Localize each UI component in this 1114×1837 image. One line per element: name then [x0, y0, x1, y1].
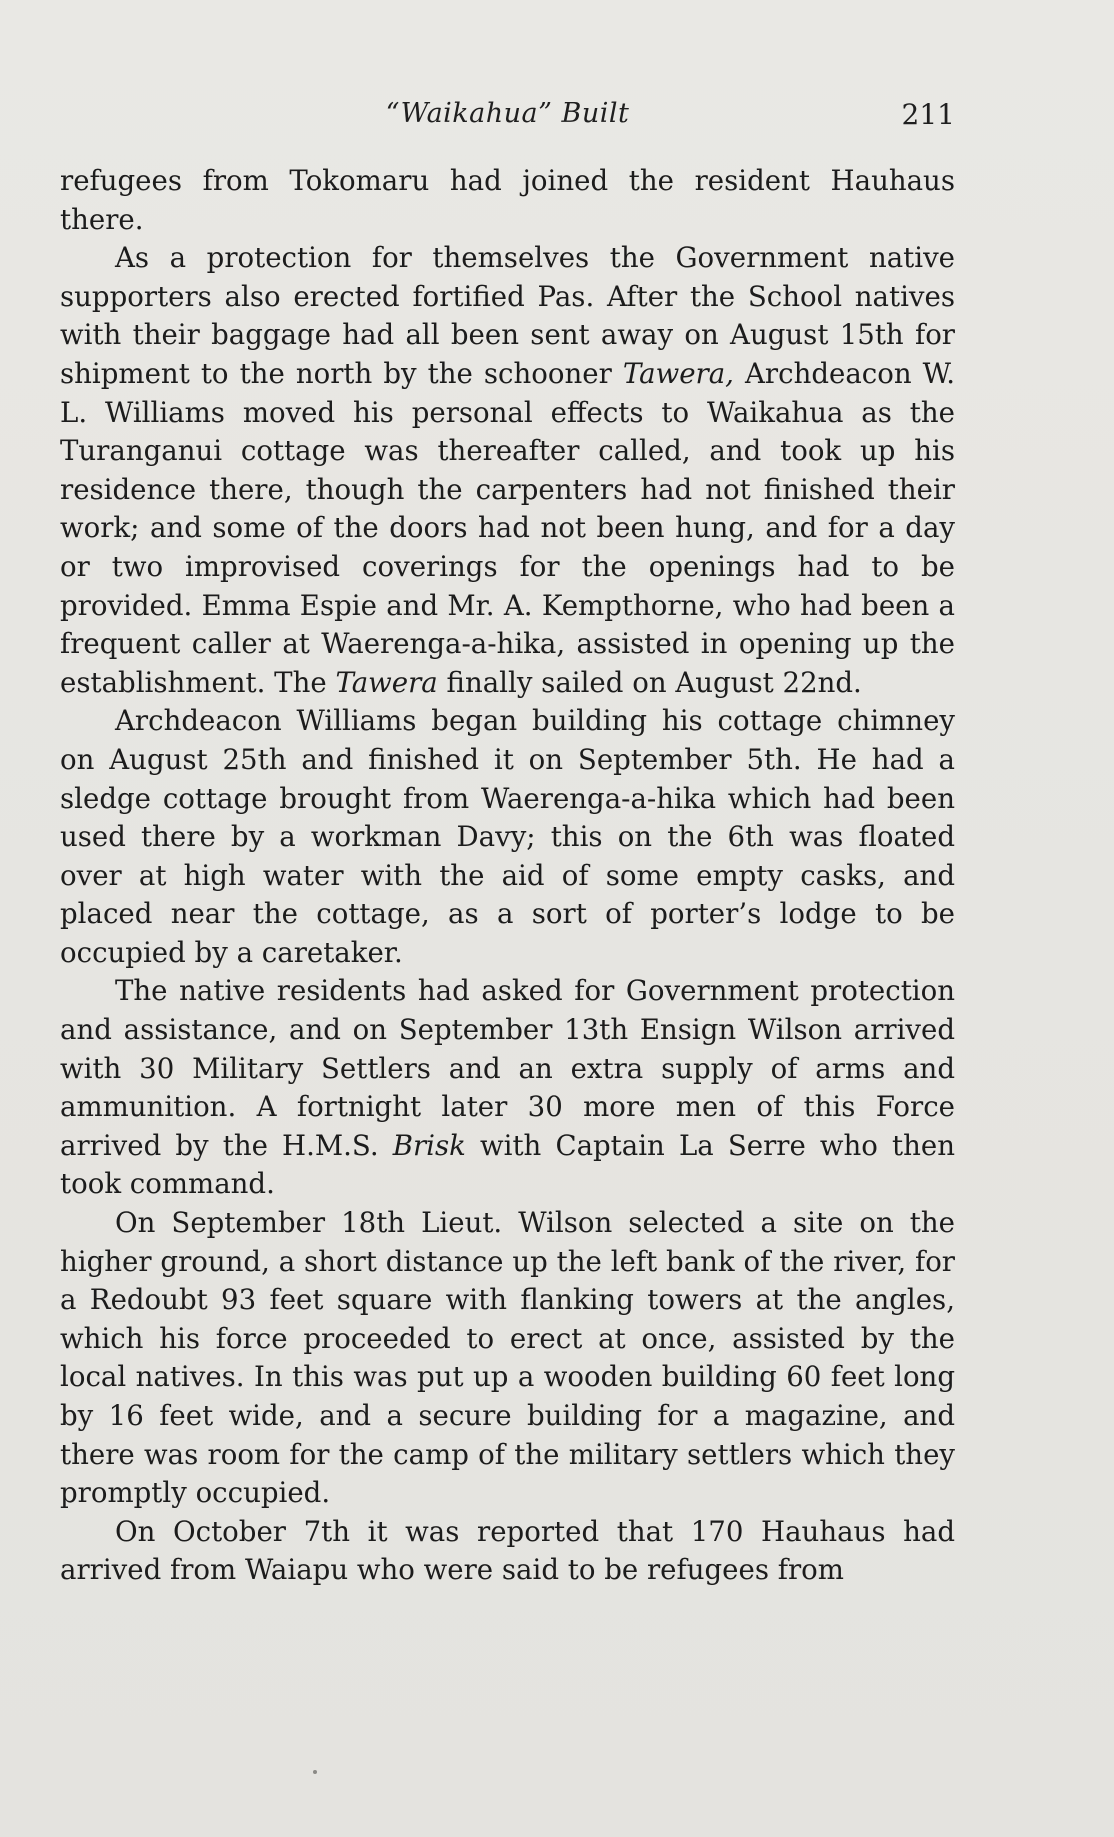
ship-name-italic: Brisk: [392, 1128, 466, 1162]
paragraph: [60, 239, 955, 702]
text-segment: refugees from Tokomaru had joined the resident Hauhaus there.: [60, 164, 955, 236]
paragraph: [60, 702, 955, 972]
ship-name-italic: Tawera,: [622, 356, 734, 390]
paragraph: [60, 1513, 955, 1590]
text-segment: with Captain La Serre who then took command.: [60, 1128, 955, 1201]
text-segment: On September 18th Lieut. Wilson selected a site on the higher ground, a short distance up the left bank of the river, for a Redoubt 93 feet square with flanking towers at the angles, which his force proceeded to erect at once, assisted by the local natives. In this was put up a wooden building 60 feet long by 16 feet wide, and a secure building for a magazine, and there was room for the camp of the military settlers which they promptly occupied.: [60, 1206, 955, 1510]
text-segment: Archdeacon Williams began building his cottage chimney on August 25th and finished it on September 5th. He had a sledge cottage brought from Waerenga-a-hika which had been used there by a workman Davy; this on the 6th was floated over at high water with the aid of some empty casks, and placed near the cottage, as a sort of porter’s lodge to be occupied by a caretaker.: [60, 704, 955, 969]
paragraph: [60, 162, 955, 239]
running-title: “Waikahua” Built: [385, 98, 630, 129]
paper-speck: [313, 1770, 317, 1774]
text-segment: As a protection for themselves the Government native supporters also erected fortified Pas. After the School natives with their baggage had all been sent away on August 15th for shipment to the north by the schooner: [60, 241, 955, 390]
page-number: 211: [901, 98, 955, 131]
text-segment: On October 7th it was reported that 170 Hauhaus had arrived from Waiapu who were said to be refugees from: [60, 1514, 955, 1587]
body-text: [60, 162, 955, 1590]
ship-name-italic: Tawera: [335, 665, 438, 699]
text-segment: finally sailed on August 22nd.: [437, 665, 862, 699]
text-segment: Archdeacon W. L. Williams moved his personal effects to Waikahua as the Turanganui cottage was thereafter called, and took up his residence there, though the carpenters had not finished their work; and some of the doors had not been hung, and for a day or two improvised coverings for the openings had to be provided. Emma Espie and Mr. A. Kempthorne, who had been a frequent caller at Waerenga-a-hika, assisted in opening up the establishment. The: [60, 356, 955, 699]
paragraph: [60, 972, 955, 1204]
page-header: [60, 98, 955, 138]
text-segment: The native residents had asked for Government protection and assistance, and on September 13th Ensign Wilson arrived with 30 Military Settlers and an extra supply of arms and ammunition. A fortnight later 30 more men of this Force arrived by the H.M.S.: [60, 974, 955, 1162]
paragraph: [60, 1204, 955, 1513]
